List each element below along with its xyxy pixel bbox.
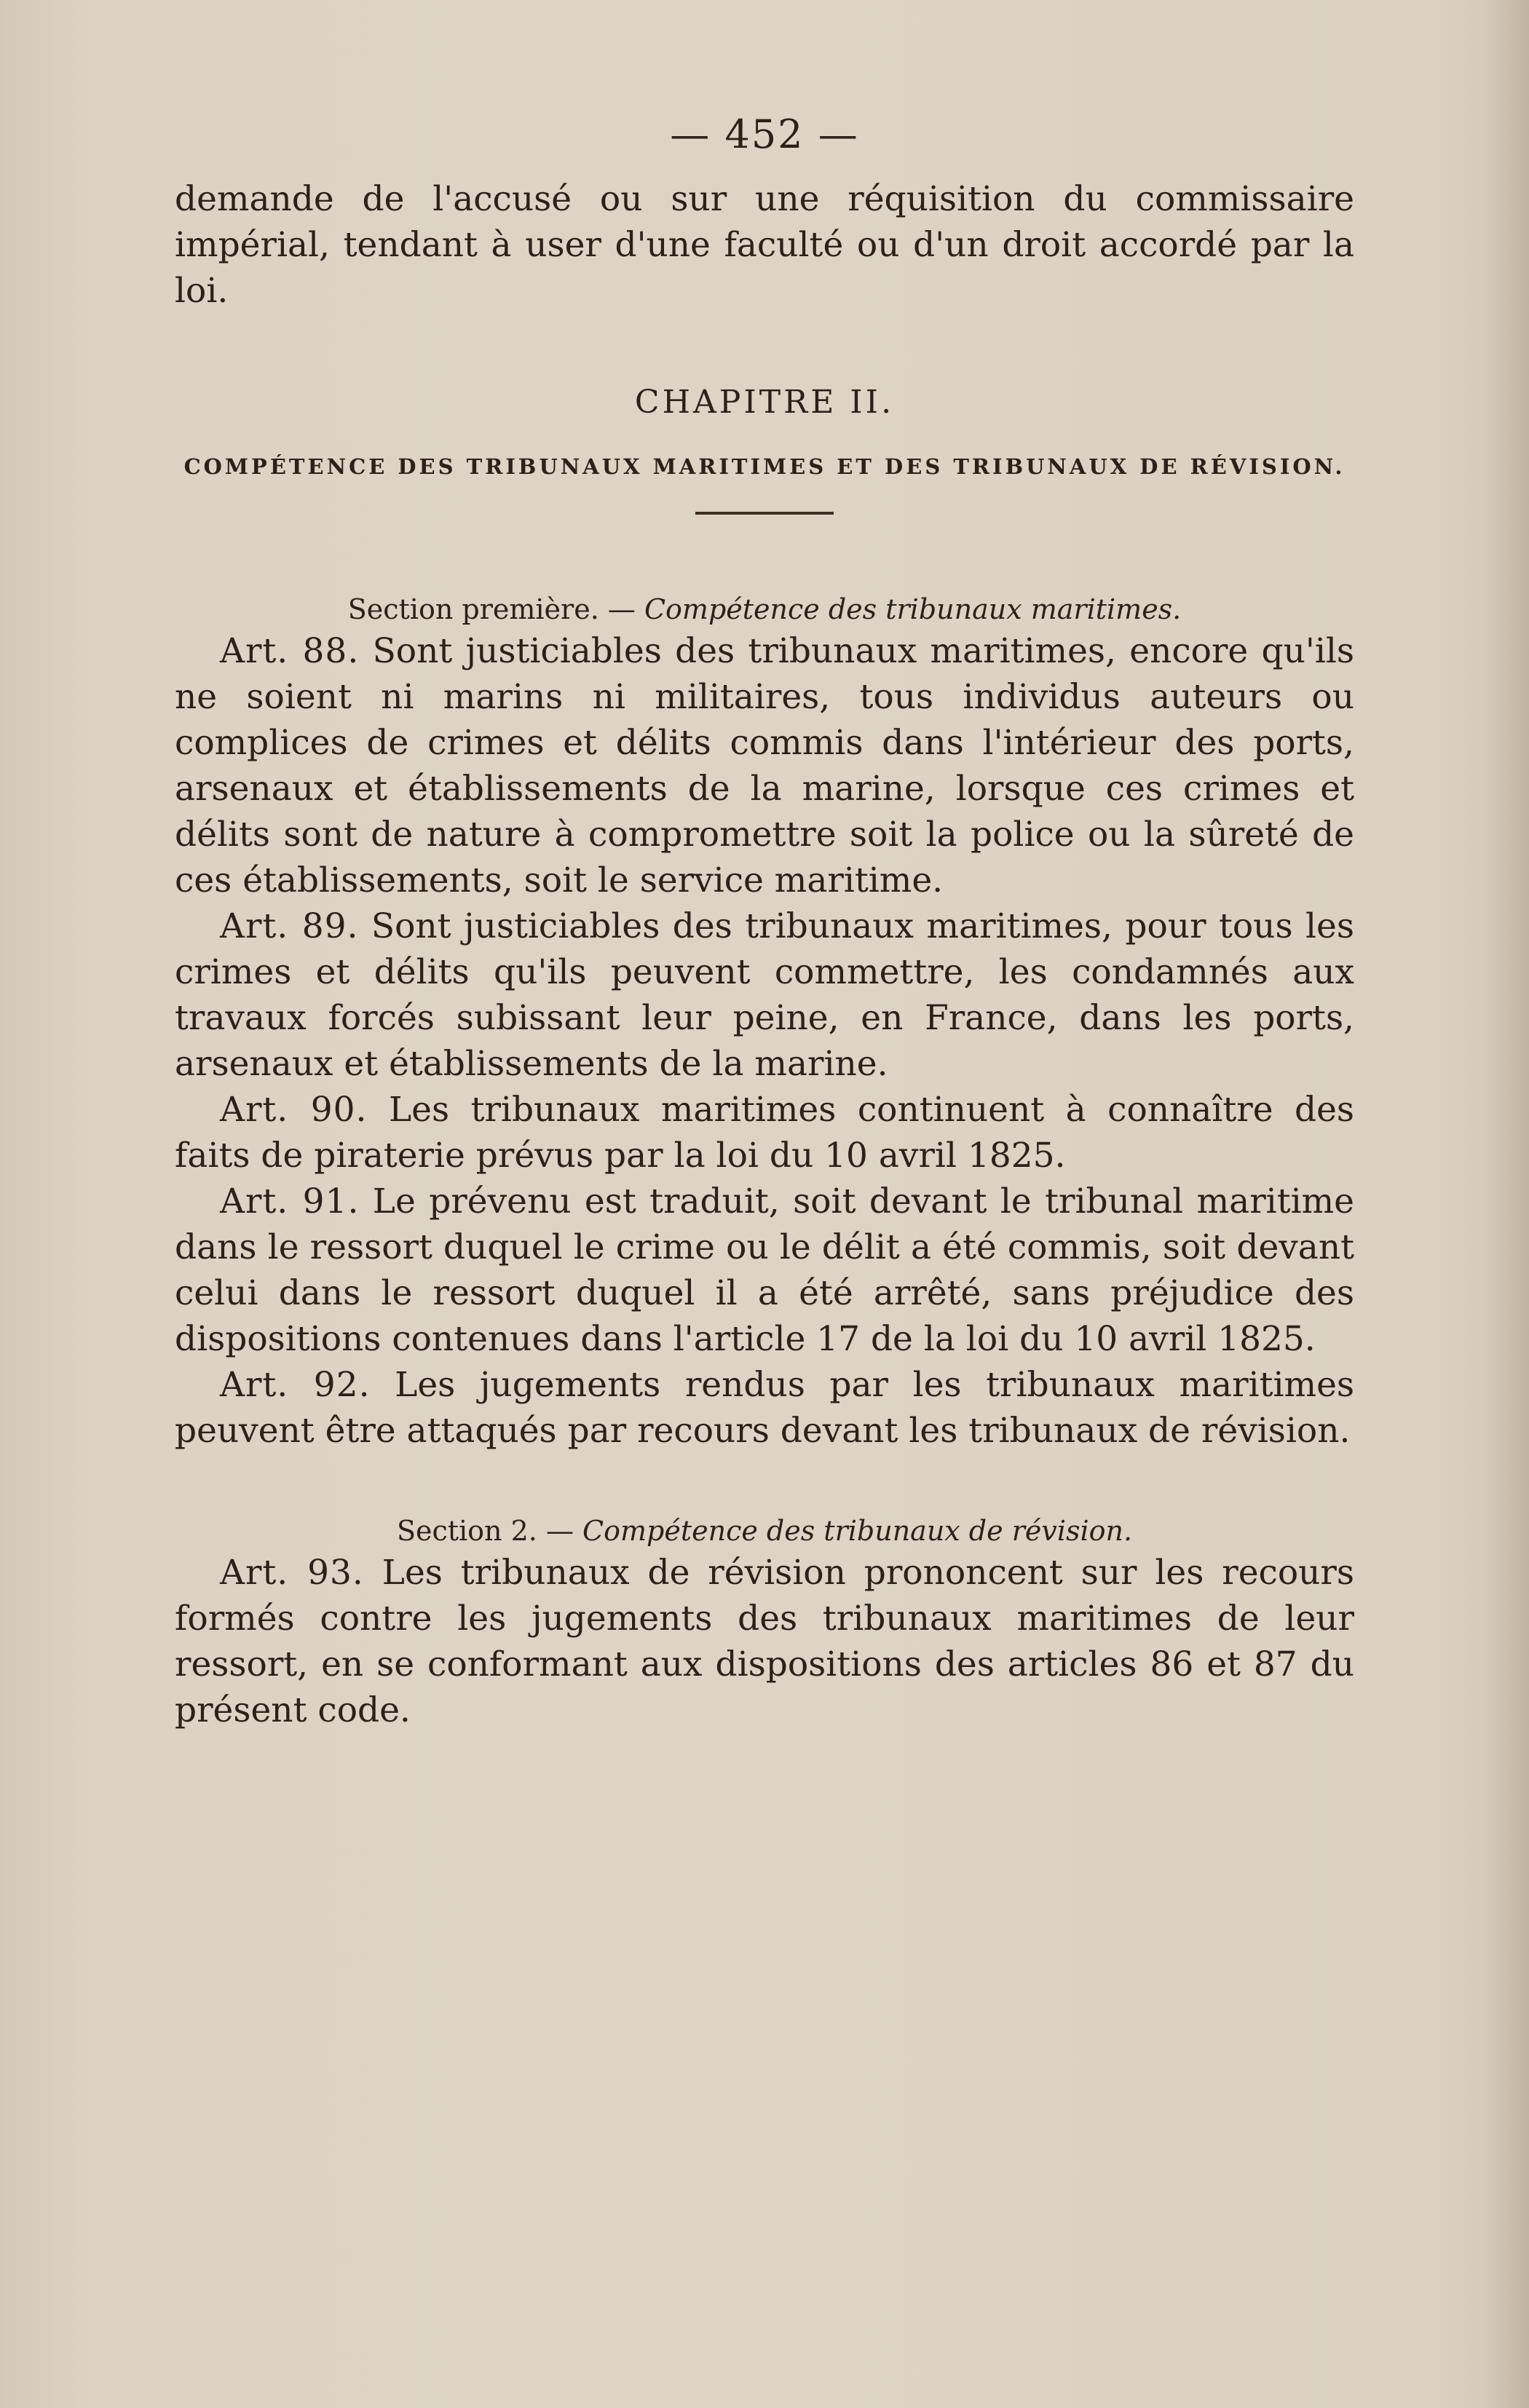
article-label: Art. 93. [220, 1553, 364, 1593]
section-heading-1 [175, 590, 1354, 628]
section-label: Section première. [347, 593, 599, 625]
article-text: Sont justiciables des tribunaux maritimes, pour tous les crimes et délits qu'ils peuvent commettre, les condamnés aux travaux forcés subissant leur peine, en France, dans les ports, arsenaux et établissements de la marine. [175, 906, 1354, 1084]
article-90 [175, 1087, 1354, 1179]
section-dash: — [537, 1515, 583, 1547]
article-92 [175, 1362, 1354, 1454]
divider-rule [695, 512, 834, 515]
chapter-title: CHAPITRE II. [634, 384, 895, 421]
article-88 [175, 628, 1354, 903]
article-text: Le prévenu est traduit, soit devant le tribunal maritime dans le ressort duquel le crime ou le délit a été commis, soit devant celui dans le ressort duquel il a été arrêté, sans préjudice des dispositions contenues dans l'article 17 de la loi du 10 avril 1825. [175, 1181, 1354, 1359]
opening-paragraph: demande de l'accusé ou sur une réquisition du commissaire impérial, tendant à user d'une faculté ou d'un droit accordé par la loi. [175, 179, 1354, 311]
article-text: Les jugements rendus par les tribunaux maritimes peuvent être attaqués par recours devant les tribunaux de révision. [175, 1365, 1354, 1451]
page-text [175, 109, 1354, 1733]
section-label: Section 2. [396, 1515, 537, 1547]
article-91 [175, 1179, 1354, 1362]
article-89 [175, 903, 1354, 1087]
page-number: — 452 — [670, 111, 859, 157]
article-label: Art. 89. [220, 906, 359, 946]
article-label: Art. 91. [220, 1181, 360, 1221]
article-text: Sont justiciables des tribunaux maritimes, encore qu'ils ne soient ni marins ni militaires, tous individus auteurs ou complices de crimes et délits commis dans l'intérieur des ports, arsenaux et établissements de la marine, lorsque ces crimes et délits sont de nature à compromettre soit la police ou la sûreté de ces établissements, soit le service maritime. [175, 631, 1354, 900]
article-label: Art. 90. [220, 1090, 368, 1130]
section-heading-2 [175, 1512, 1354, 1550]
page-edge-shadow [1485, 0, 1529, 2408]
article-label: Art. 88. [220, 631, 360, 671]
section-title: Compétence des tribunaux de révision. [582, 1515, 1133, 1547]
section-title: Compétence des tribunaux maritimes. [644, 593, 1182, 625]
article-label: Art. 92. [220, 1365, 371, 1405]
section-dash: — [598, 593, 644, 625]
chapter-subtitle: COMPÉTENCE DES TRIBUNAUX MARITIMES ET DES TRIBUNAUX DE RÉVISION. [183, 454, 1346, 479]
article-text: Les tribunaux de révision prononcent sur les recours formés contre les jugements des tribunaux maritimes de leur ressort, en se conformant aux dispositions des articles 86 et 87 du présent code. [175, 1553, 1354, 1730]
article-text: Les tribunaux maritimes continuent à connaître des faits de piraterie prévus par la loi du 10 avril 1825. [175, 1090, 1354, 1176]
article-93 [175, 1550, 1354, 1733]
